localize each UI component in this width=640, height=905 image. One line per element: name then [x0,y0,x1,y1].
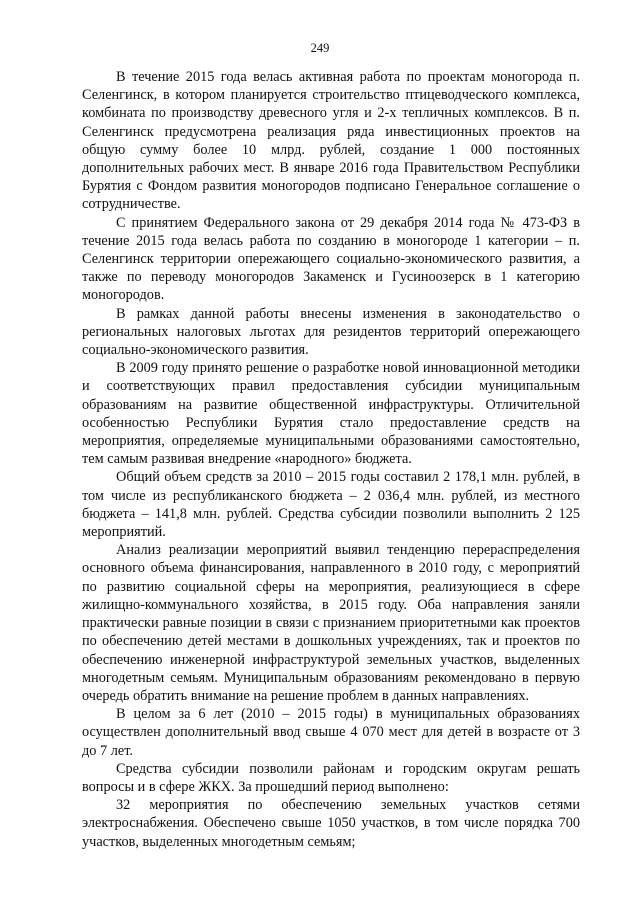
paragraph-housing-utilities: Средства субсидии позволили районам и городским округам решать вопросы и в сфере ЖКХ. За прошедший период выполнено: [82,760,580,795]
paragraph-selenginsk-projects: В течение 2015 года велась активная работа по проектам моногорода п. Селенгинск, в котором планируется строительство птицеводческого комплекса, комбината по производству древесного угля и 2-х тепличных комплексов. В п. Селенгинск предусмотрена реализация ряда инвестиционных проектов на общую сумму более 10 млрд. рублей, создание 1 000 постоянных дополнительных рабочих мест. В январе 2016 года Правительством Республики Бурятия с Фондом развития моногородов подписано Генеральное соглашение о сотрудничестве. [82,69,580,213]
body-text [82,68,580,851]
paragraph-total-funding: Общий объем средств за 2010 – 2015 годы составил 2 178,1 млн. рублей, в том числе из республиканского бюджета – 2 036,4 млн. рублей, из местного бюджета – 141,8 млн. рублей. Средства субсидии позволили выполнить 2 125 мероприятий. [82,469,580,541]
paragraph-federal-law: С принятием Федерального закона от 29 декабря 2014 года № 473-ФЗ в течение 2015 года велась работа по созданию в моногороде 1 категории – п. Селенгинск территории опережающего социально-экономического развития, а также по переводу моногородов Закаменск и Гусиноозерск в 1 категорию моногородов. [82,214,580,304]
paragraph-electricity-networks: 32 мероприятия по обеспечению земельных участков сетями электроснабжения. Обеспечено свыше 1050 участков, в том числе порядка 700 участков, выделенных многодетным семьям; [82,797,580,850]
paragraph-kindergarten-places: В целом за 6 лет (2010 – 2015 годы) в муниципальных образованиях осуществлен дополнительный ввод свыше 4 070 мест для детей в возрасте от 3 до 7 лет. [82,706,580,759]
paragraph-analysis: Анализ реализации мероприятий выявил тенденцию перераспределения основного объема финансирования, направленного в 2010 году, с мероприятий по развитию социальной сферы на мероприятия, реализующиеся в сфере жилищно-коммунального хозяйства, в 2015 году. Оба направления заняли практически равные позиции в связи с признанием приоритетными как проектов по обеспечению детей местами в дошкольных учреждениях, так и проектов по обеспечению инженерной инфраструктурой земельных участков, выделенных многодетным семьям. Муниципальным образованиям рекомендовано в первую очередь обратить внимание на решение проблем в данных направлениях. [82,542,580,704]
page-number: 249 [310,41,330,55]
paragraph-tax-benefits: В рамках данной работы внесены изменения в законодательство о региональных налоговых льготах для резидентов территорий опережающего социально-экономического развития. [82,305,580,359]
paragraph-methodology-2009: В 2009 году принято решение о разработке новой инновационной методики и соответствующих правил предоставления субсидии муниципальным образованиям на развитие общественной инфраструктуры. Отличительной особенностью Республики Бурятия стало предоставление средств на мероприятия, определяемые муниципальными образованиями самостоятельно, тем самым развивая внедрение «народного» бюджета. [82,360,580,468]
